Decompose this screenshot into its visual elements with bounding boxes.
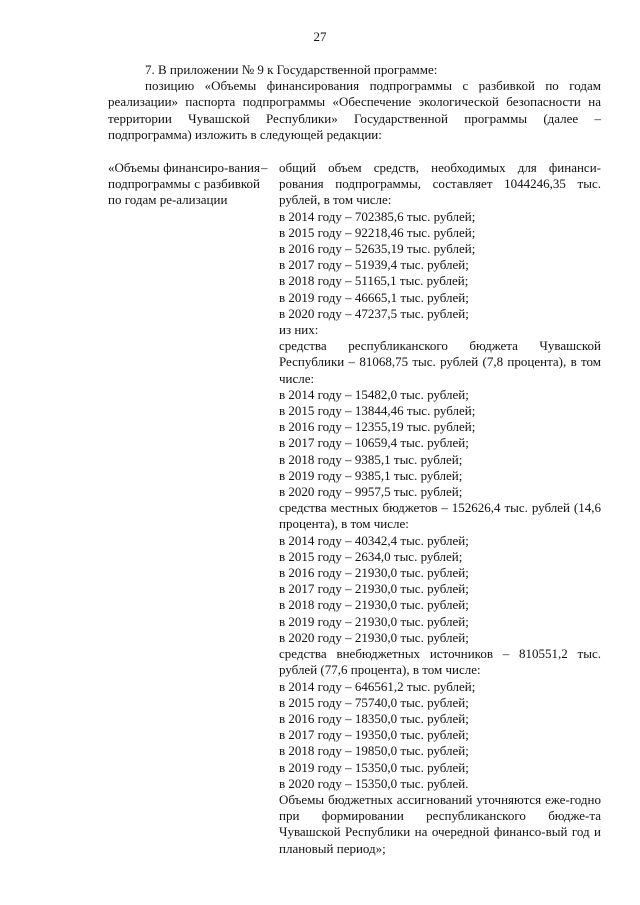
- total-intro: общий объем средств, необходимых для финанси-рования подпрограммы, составляет 1044246,35 тыс. рублей, в том числе:: [279, 160, 601, 208]
- extra-year-2019: в 2019 году – 15350,0 тыс. рублей;: [279, 759, 469, 775]
- republic-year-2020: в 2020 году – 9957,5 тыс. рублей;: [279, 484, 463, 500]
- total-year-2014: в 2014 году – 702385,6 тыс. рублей;: [279, 208, 476, 224]
- total-year-2017: в 2017 году – 51939,4 тыс. рублей;: [279, 257, 469, 273]
- local-year-2015: в 2015 году – 2634,0 тыс. рублей;: [279, 548, 463, 564]
- total-year-2015: в 2015 году – 92218,46 тыс. рублей;: [279, 224, 476, 240]
- intro-text: позицию «Объемы финансирования подпрограммы с разбивкой по годам реализации» паспорта подпрограммы «Обеспечение экологической безопасности на территории Чувашской Республики» Государственной программы (далее – подпрограмма) изложить в следующей редакции:: [108, 78, 601, 142]
- extra-year-2015: в 2015 году – 75740,0 тыс. рублей;: [279, 694, 469, 710]
- position-label: «Объемы финансиро-вания подпрограммы с разбивкой по годам ре-ализации: [108, 160, 260, 208]
- position-dash: –: [261, 160, 268, 175]
- closing-text: Объемы бюджетных ассигнований уточняются еже-годно при формировании республиканского бюдже-та Чувашской Республики на очередной финансо-вый год и плановый период»;: [279, 791, 601, 856]
- page-number: 27: [313, 29, 327, 44]
- republic-year-2017: в 2017 году – 10659,4 тыс. рублей;: [279, 435, 469, 451]
- total-year-2020: в 2020 году – 47237,5 тыс. рублей;: [279, 305, 469, 321]
- extra-year-2017: в 2017 году – 19350,0 тыс. рублей;: [279, 727, 469, 743]
- of-them: из них:: [279, 322, 319, 338]
- extra-year-2016: в 2016 году – 18350,0 тыс. рублей;: [279, 710, 469, 726]
- total-year-2016: в 2016 году – 52635,19 тыс. рублей;: [279, 241, 476, 257]
- local-intro: средства местных бюджетов – 152626,4 тыс. рублей (14,6 процента), в том числе:: [279, 500, 601, 532]
- republic-year-2015: в 2015 году – 13844,46 тыс. рублей;: [279, 403, 476, 419]
- extra-year-2014: в 2014 году – 646561,2 тыс. рублей;: [279, 678, 476, 694]
- extra-year-2020: в 2020 году – 15350,0 тыс. рублей.: [279, 775, 469, 791]
- republic-year-2016: в 2016 году – 12355,19 тыс. рублей;: [279, 419, 476, 435]
- intro-section: [108, 62, 601, 143]
- total-year-2019: в 2019 году – 46665,1 тыс. рублей;: [279, 289, 469, 305]
- republic-intro: средства республиканского бюджета Чувашской Республики – 81068,75 тыс. рублей (7,8 процента), в том числе:: [279, 338, 601, 386]
- republic-year-2018: в 2018 году – 9385,1 тыс. рублей;: [279, 451, 463, 467]
- republic-year-2019: в 2019 году – 9385,1 тыс. рублей;: [279, 467, 463, 483]
- total-year-2018: в 2018 году – 51165,1 тыс. рублей;: [279, 273, 469, 289]
- local-year-2020: в 2020 году – 21930,0 тыс. рублей;: [279, 629, 469, 645]
- intro-item: 7. В приложении № 9 к Государственной программе:: [145, 62, 438, 77]
- local-year-2016: в 2016 году – 21930,0 тыс. рублей;: [279, 565, 469, 581]
- local-year-2019: в 2019 году – 21930,0 тыс. рублей;: [279, 613, 469, 629]
- local-year-2014: в 2014 году – 40342,4 тыс. рублей;: [279, 532, 469, 548]
- republic-year-2014: в 2014 году – 15482,0 тыс. рублей;: [279, 386, 469, 402]
- extra-year-2018: в 2018 году – 19850,0 тыс. рублей;: [279, 743, 469, 759]
- extra-intro: средства внебюджетных источников – 810551,2 тыс. рублей (77,6 процента), в том числе:: [279, 646, 601, 678]
- local-year-2017: в 2017 году – 21930,0 тыс. рублей;: [279, 581, 469, 597]
- local-year-2018: в 2018 году – 21930,0 тыс. рублей;: [279, 597, 469, 613]
- position-value: [279, 160, 601, 857]
